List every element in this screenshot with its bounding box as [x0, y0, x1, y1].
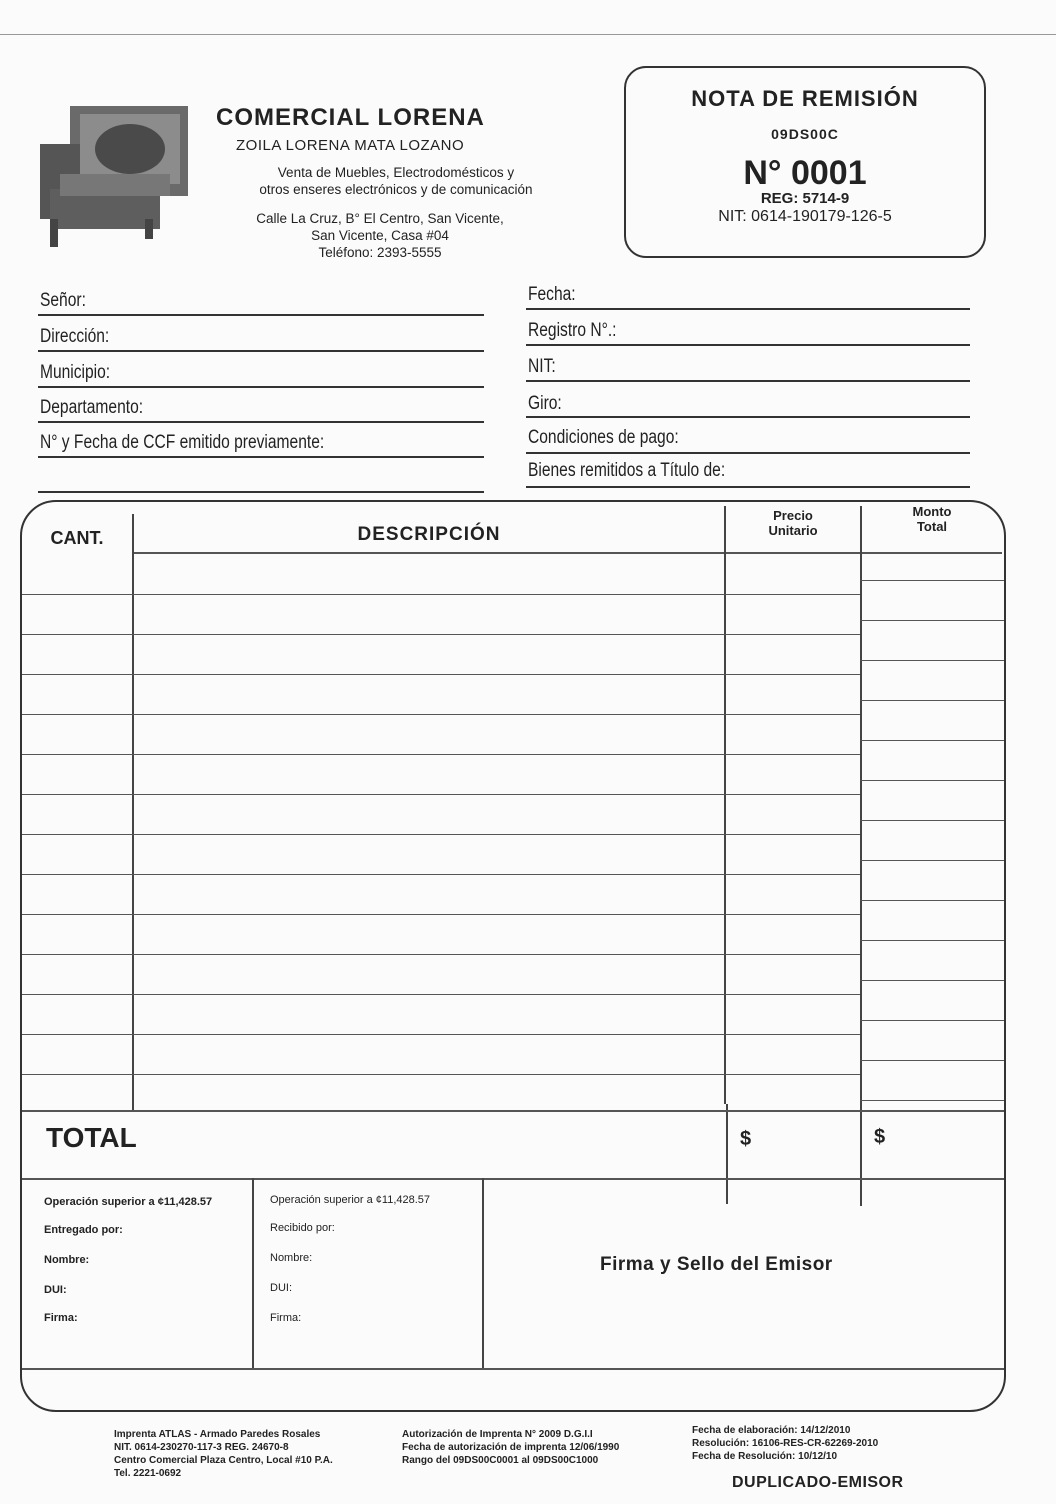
document-title: NOTA DE REMISIÓN: [691, 86, 919, 111]
monto-row[interactable]: [860, 1020, 1004, 1021]
field-municipio: Municipio:: [40, 362, 111, 383]
table-row[interactable]: [22, 1074, 860, 1075]
monto-row[interactable]: [860, 860, 1004, 861]
total-precio-currency: $: [740, 1128, 752, 1150]
monto-row[interactable]: [860, 980, 1004, 981]
items-table: [20, 500, 1006, 1412]
entregado-nombre[interactable]: Nombre:: [44, 1254, 90, 1266]
divider-desc: [724, 506, 726, 1104]
copy-label: DUPLICADO-EMISOR: [732, 1474, 904, 1491]
field-extra-line[interactable]: [38, 491, 484, 493]
col-monto-header: Monto Total: [912, 504, 952, 534]
table-row[interactable]: [22, 834, 860, 835]
owner-name: ZOILA LORENA MATA LOZANO: [236, 137, 465, 154]
field-direccion: Dirección:: [40, 326, 110, 347]
monto-row[interactable]: [860, 780, 1004, 781]
header-divider: [134, 552, 1002, 554]
emisor-signature-label: Firma y Sello del Emisor: [600, 1254, 833, 1275]
business-address: Calle La Cruz, B° El Centro, San Vicente, San Vicente, Casa #04 Teléfono: 2393-5555: [256, 211, 504, 260]
footer-resolution-info: Fecha de elaboración: 14/12/2010 Resolución: 16106-RES-CR-62269-2010 Fecha de Resolución: 10/12/10: [692, 1425, 879, 1462]
recibido-por[interactable]: Recibido por:: [270, 1222, 335, 1234]
field-fecha-line[interactable]: [526, 308, 970, 310]
col-precio-header: Precio Unitario: [768, 508, 818, 538]
total-label: TOTAL: [46, 1122, 137, 1153]
total-top-line: [22, 1110, 1004, 1112]
sign-bottom-line: [22, 1368, 1004, 1370]
page-edge: [0, 34, 1056, 35]
total-monto-currency: $: [874, 1126, 886, 1148]
business-description: Venta de Muebles, Electrodomésticos y otros enseres electrónicos y de comunicación: [259, 165, 533, 197]
monto-row[interactable]: [860, 620, 1004, 621]
field-municipio-line[interactable]: [38, 386, 484, 388]
field-registro: Registro N°.:: [528, 320, 617, 341]
table-row[interactable]: [22, 714, 860, 715]
field-departamento: Departamento:: [40, 397, 144, 418]
monto-row[interactable]: [860, 580, 1004, 581]
field-ccf: N° y Fecha de CCF emitido previamente:: [40, 432, 325, 453]
entregado-dui[interactable]: DUI:: [44, 1284, 67, 1296]
monto-row[interactable]: [860, 740, 1004, 741]
field-departamento-line[interactable]: [38, 421, 484, 423]
footer-printer-info: Imprenta ATLAS - Armado Paredes Rosales NIT. 0614-230270-117-3 REG. 24670-8 Centro Comercial Plaza Centro, Local #10 P.A. Tel. 2221-0692: [114, 1429, 333, 1479]
recibido-operacion: Operación superior a ¢11,428.57: [270, 1194, 431, 1206]
monto-row[interactable]: [860, 940, 1004, 941]
monto-row[interactable]: [860, 820, 1004, 821]
table-row[interactable]: [22, 674, 860, 675]
monto-row[interactable]: [860, 1100, 1004, 1101]
document-number: N° 0001: [743, 154, 867, 192]
store-logo-image: [40, 104, 190, 252]
recibido-dui[interactable]: DUI:: [270, 1282, 292, 1294]
field-senor: Señor:: [40, 290, 86, 311]
field-nit: NIT:: [528, 356, 556, 377]
entregado-operacion: Operación superior a ¢11,428.57: [44, 1196, 213, 1208]
monto-row[interactable]: [860, 660, 1004, 661]
table-row[interactable]: [22, 754, 860, 755]
total-bottom-line: [22, 1178, 1004, 1180]
table-row[interactable]: [22, 634, 860, 635]
divider-cant: [132, 514, 134, 1112]
registration-number: REG: 5714-9: [760, 190, 850, 207]
field-registro-line[interactable]: [526, 344, 970, 346]
table-row[interactable]: [22, 794, 860, 795]
table-row[interactable]: [22, 914, 860, 915]
recibido-nombre[interactable]: Nombre:: [270, 1252, 313, 1264]
entregado-por[interactable]: Entregado por:: [44, 1224, 123, 1236]
field-nit-line[interactable]: [526, 380, 970, 382]
recibido-firma[interactable]: Firma:: [270, 1312, 302, 1324]
divider-sign-1: [252, 1178, 254, 1370]
table-row[interactable]: [22, 1034, 860, 1035]
document-series: 09DS00C: [771, 126, 839, 142]
table-row[interactable]: [22, 594, 860, 595]
divider-sign-2: [482, 1178, 484, 1370]
entregado-firma[interactable]: Firma:: [44, 1312, 78, 1324]
monto-row[interactable]: [860, 900, 1004, 901]
field-giro-line[interactable]: [526, 416, 970, 418]
nit-number: NIT: 0614-190179-126-5: [718, 208, 892, 225]
field-senor-line[interactable]: [38, 314, 484, 316]
monto-row[interactable]: [860, 700, 1004, 701]
divider-total-precio: [726, 1104, 728, 1204]
document-number-box: [624, 66, 986, 258]
table-row[interactable]: [22, 874, 860, 875]
col-cant-header: CANT.: [50, 528, 104, 548]
field-ccf-line[interactable]: [38, 456, 484, 458]
field-bienes-line[interactable]: [526, 486, 970, 488]
company-name: COMERCIAL LORENA: [216, 104, 485, 131]
monto-row[interactable]: [860, 1060, 1004, 1061]
divider-precio: [860, 506, 862, 1206]
field-condiciones: Condiciones de pago:: [528, 427, 679, 448]
field-fecha: Fecha:: [528, 284, 576, 305]
field-direccion-line[interactable]: [38, 350, 484, 352]
table-row[interactable]: [22, 994, 860, 995]
table-row[interactable]: [22, 954, 860, 955]
field-condiciones-line[interactable]: [526, 452, 970, 454]
col-descripcion-header: DESCRIPCIÓN: [357, 524, 501, 545]
field-bienes: Bienes remitidos a Título de:: [528, 460, 726, 481]
footer-authorization-info: Autorización de Imprenta N° 2009 D.G.I.I Fecha de autorización de imprenta 12/06/1990 Rango del 09DS00C0001 al 09DS00C1000: [402, 1429, 620, 1466]
field-giro: Giro:: [528, 393, 562, 414]
